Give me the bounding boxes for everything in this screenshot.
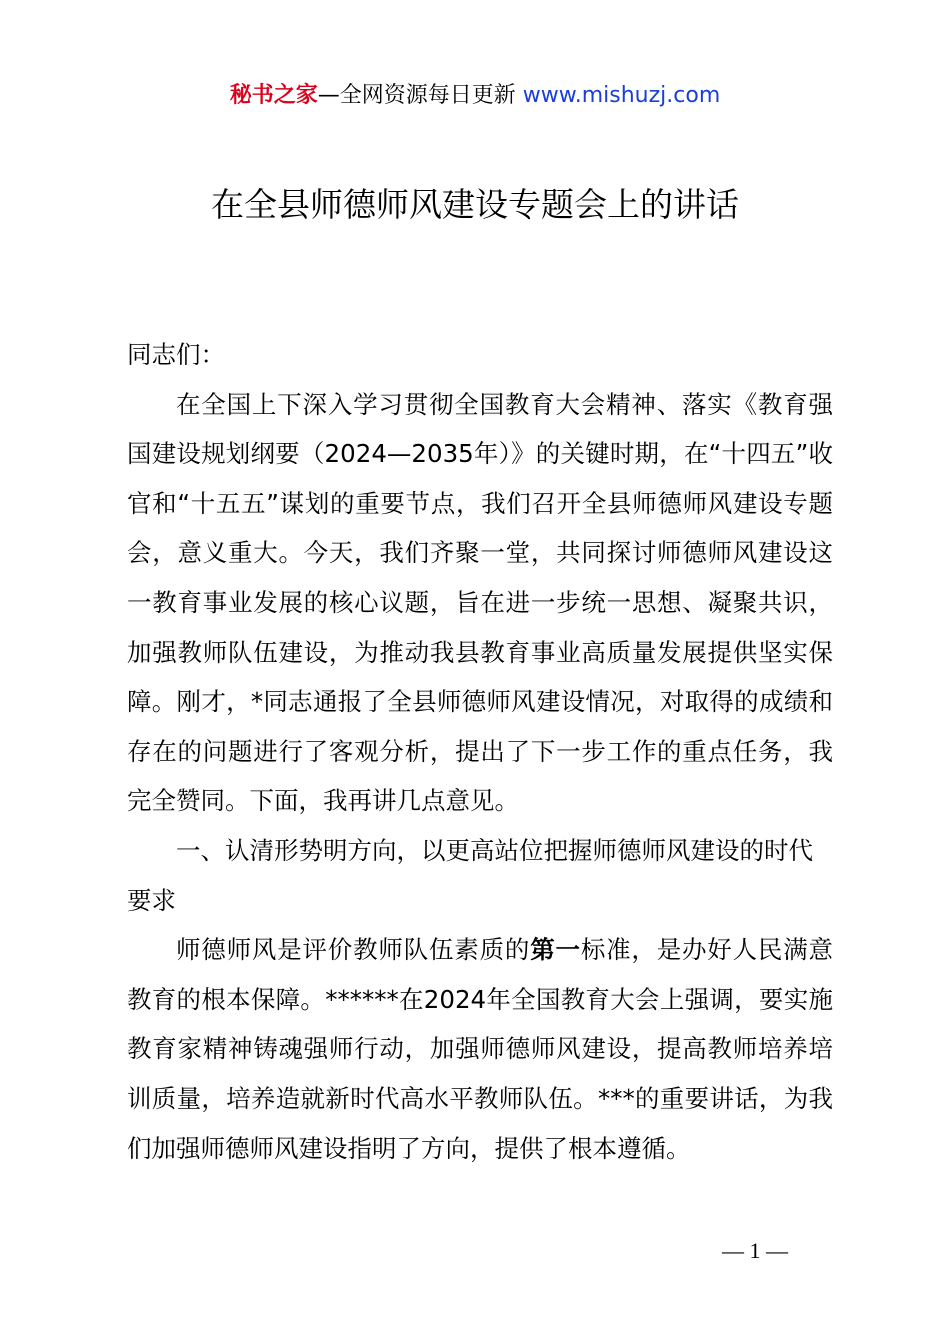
document-body — [127, 330, 833, 1173]
document-title: 在全县师德师风建设专题会上的讲话 — [211, 185, 739, 224]
site-header — [0, 80, 950, 112]
paragraph-2 — [127, 925, 833, 1173]
section-heading-1: 一、认清形势明方向，以更高站位把握师德师风建设的时代要求 — [127, 835, 813, 915]
page-number: — 1 — — [722, 1238, 788, 1263]
paragraph-2-emphasis: 第一 — [530, 935, 581, 965]
brand-name: 秘书之家 — [229, 83, 318, 108]
paragraph-2-start: 师德师风是评价教师队伍素质的 — [176, 935, 531, 965]
site-url-link[interactable]: www.mishuzj.com — [522, 83, 721, 108]
header-tagline: —全网资源每日更新 — [317, 83, 516, 108]
intro-paragraph: 在全国上下深入学习贯彻全国教育大会精神、落实《教育强国建设规划纲要（2024—2035年）》的关键时期，在“十四五”收官和“十五五”谋划的重要节点，我们召开全县师德师风建设专题会，意义重大。今天，我们齐聚一堂，共同探讨师德师风建设这一教育事业发展的核心议题，旨在进一步统一思想、凝聚共识，加强教师队伍建设，为推动我县教育事业高质量发展提供坚实保障。刚才，*同志通报了全县师德师风建设情况，对取得的成绩和存在的问题进行了客观分析，提出了下一步工作的重点任务，我完全赞同。下面，我再讲几点意见。 — [127, 389, 833, 816]
paragraph-2-rest: 标准，是办好人民满意教育的根本保障。******在2024年全国教育大会上强调，要实施教育家精神铸魂强师行动，加强师德师风建设，提高教师培养培训质量，培养造就新时代高水平教师队伍。***的重要讲话，为我们加强师德师风建设指明了方向，提供了根本遵循。 — [127, 935, 834, 1163]
salutation: 同志们： — [127, 340, 225, 369]
